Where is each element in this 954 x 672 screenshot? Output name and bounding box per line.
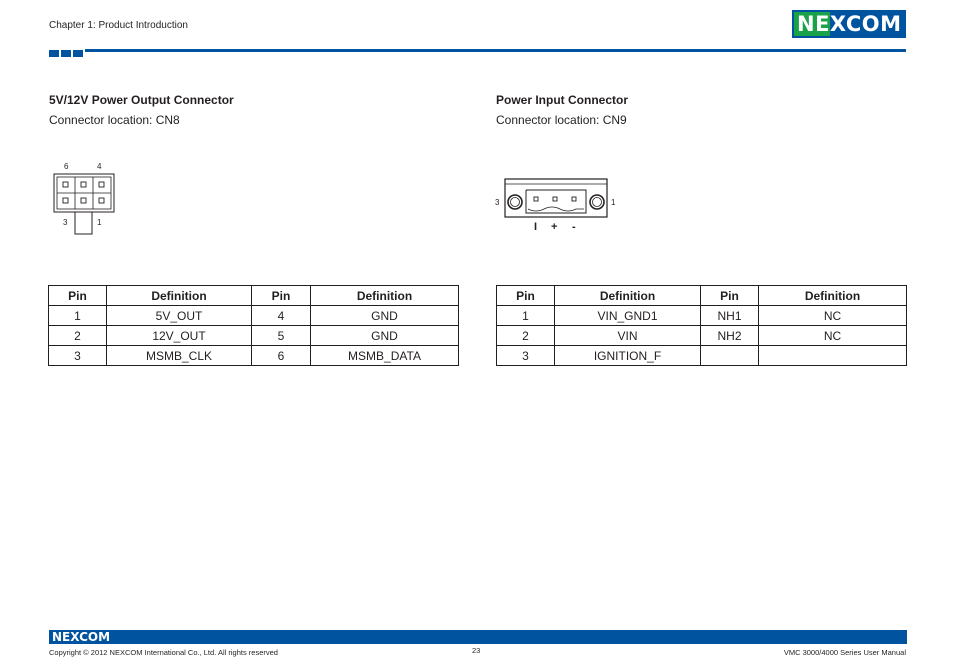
cn9-connector-diagram (494, 175, 624, 237)
col-header-pin: Pin (497, 286, 555, 306)
cn9-terminal-block (526, 190, 586, 213)
footer-manual-title: VMC 3000/4000 Series User Manual (783, 648, 906, 657)
col-header-pin: Pin (49, 286, 107, 306)
cn8-pin-table (48, 285, 459, 366)
col-header-definition: Definition (311, 286, 459, 306)
cn8-connector-diagram (50, 158, 120, 238)
cn8-latch (75, 212, 92, 234)
cn9-symbol-plus: + (551, 221, 558, 233)
col-header-definition: Definition (107, 286, 252, 306)
table-cell: NH2 (701, 326, 759, 346)
table-cell: NC (759, 306, 907, 326)
table-cell: 2 (497, 326, 555, 346)
page-number: 23 (472, 646, 481, 655)
right-connector-location: Connector location: CN9 (496, 113, 627, 127)
table-cell: MSMB_DATA (311, 346, 459, 366)
table-row (49, 306, 459, 326)
table-cell: 3 (49, 346, 107, 366)
cn8-label-1: 1 (97, 218, 102, 227)
cn9-label-1: 1 (611, 198, 616, 207)
footer-bar (49, 630, 907, 644)
table-cell: NH1 (701, 306, 759, 326)
left-connector-location: Connector location: CN8 (49, 113, 180, 127)
cn9-pin-table (496, 285, 907, 366)
table-cell: 1 (49, 306, 107, 326)
table-row (497, 306, 907, 326)
nexcom-logo (792, 10, 906, 38)
table-header-row (49, 286, 459, 306)
table-cell: VIN_GND1 (555, 306, 701, 326)
cn8-label-4: 4 (97, 162, 102, 171)
cn9-symbol-minus: - (572, 221, 576, 233)
header-square-3 (73, 50, 83, 57)
table-cell: MSMB_CLK (107, 346, 252, 366)
chapter-title: Chapter 1: Product Introduction (49, 20, 188, 31)
table-cell: 2 (49, 326, 107, 346)
table-cell: VIN (555, 326, 701, 346)
table-cell (701, 346, 759, 366)
table-row (497, 346, 907, 366)
col-header-pin: Pin (252, 286, 311, 306)
table-cell: 5 (252, 326, 311, 346)
cn9-label-3: 3 (495, 198, 500, 207)
footer-logo: NEXCOM (52, 630, 111, 644)
right-section-title: Power Input Connector (496, 93, 628, 107)
table-cell (759, 346, 907, 366)
cn9-symbol-ignition: I (534, 221, 538, 233)
table-cell: GND (311, 326, 459, 346)
logo-text: NEXCOM (797, 12, 902, 36)
cn8-label-6: 6 (64, 162, 69, 171)
table-row (497, 326, 907, 346)
col-header-definition: Definition (555, 286, 701, 306)
table-row (49, 346, 459, 366)
cn8-label-3: 3 (63, 218, 68, 227)
footer-copyright: Copyright © 2012 NEXCOM International Co., Ltd. All rights reserved (49, 648, 278, 657)
table-cell: 1 (497, 306, 555, 326)
table-cell: 3 (497, 346, 555, 366)
header-square-1 (49, 50, 59, 57)
table-cell: 4 (252, 306, 311, 326)
table-row (49, 326, 459, 346)
table-cell: NC (759, 326, 907, 346)
header-square-2 (61, 50, 71, 57)
table-cell: 12V_OUT (107, 326, 252, 346)
left-section-title: 5V/12V Power Output Connector (49, 93, 234, 107)
table-cell: 6 (252, 346, 311, 366)
col-header-pin: Pin (701, 286, 759, 306)
table-cell: IGNITION_F (555, 346, 701, 366)
table-cell: GND (311, 306, 459, 326)
col-header-definition: Definition (759, 286, 907, 306)
header-rule (85, 49, 906, 52)
table-header-row (497, 286, 907, 306)
table-cell: 5V_OUT (107, 306, 252, 326)
